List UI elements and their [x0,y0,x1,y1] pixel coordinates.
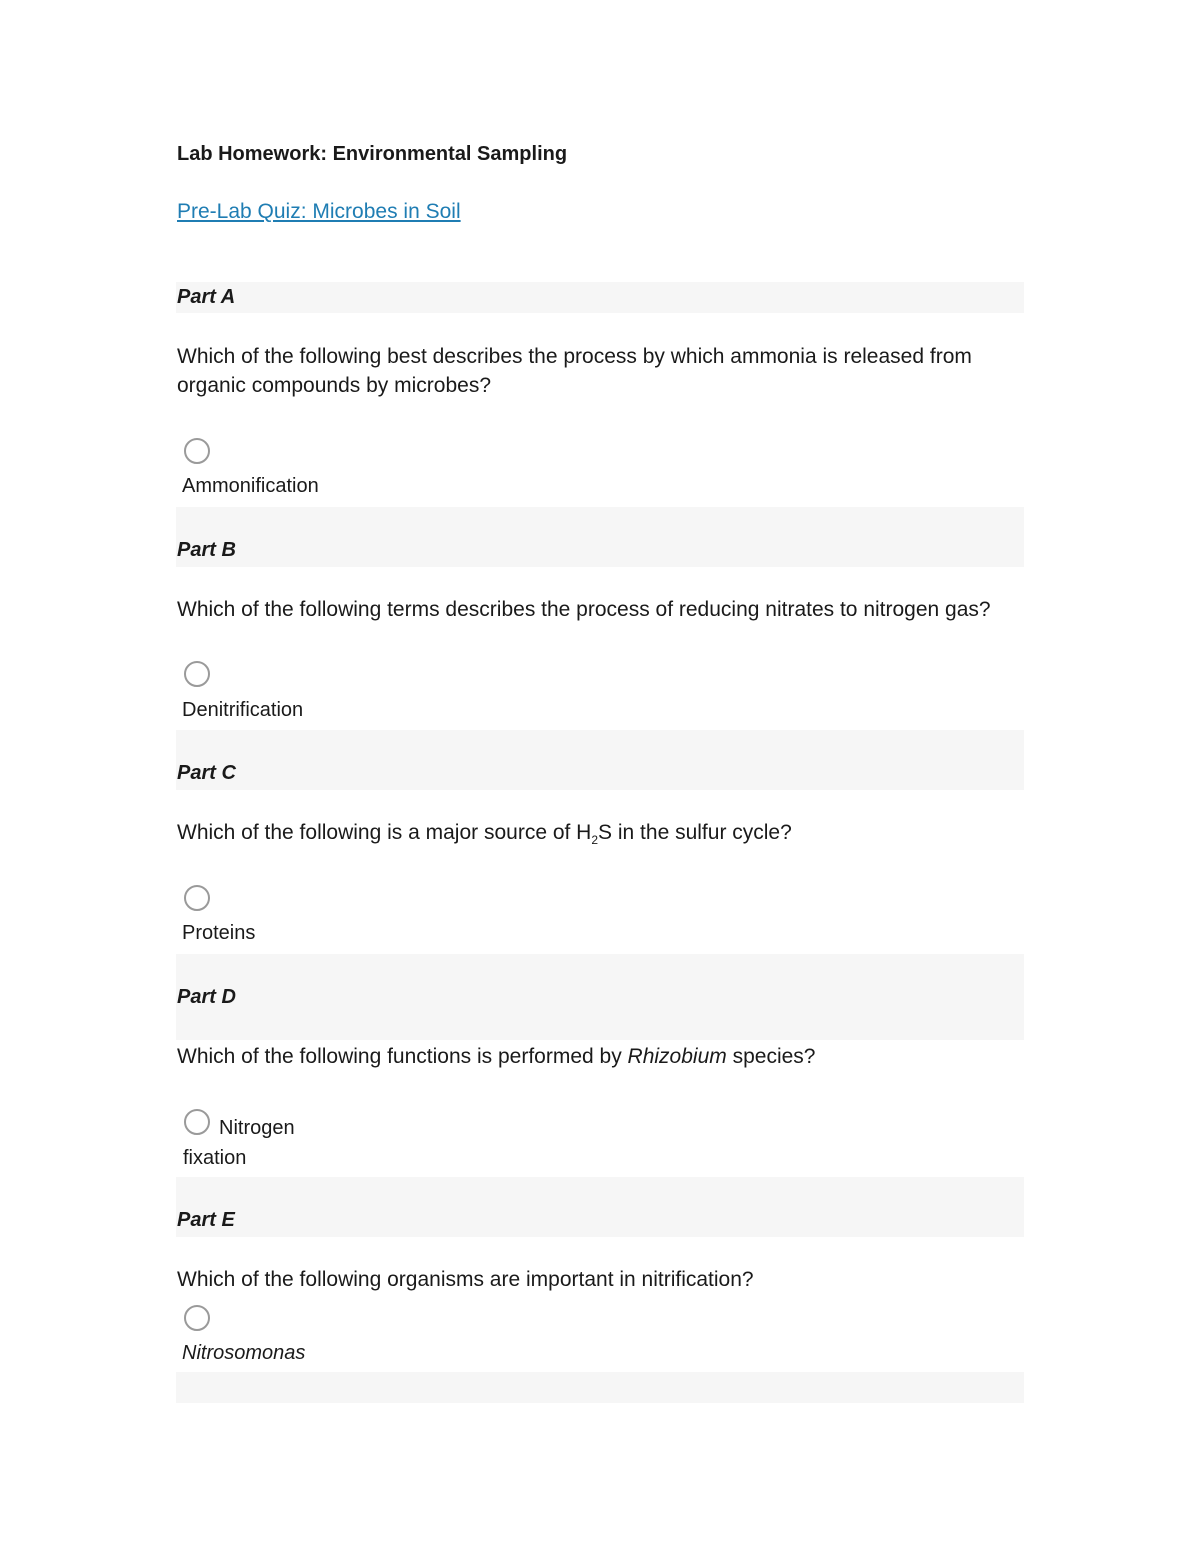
part-e-answer[interactable]: Nitrosomonas [182,1342,306,1364]
part-b-header-band [176,507,1024,567]
part-c-question-text-end: S in the sulfur cycle? [598,821,792,844]
part-b-radio[interactable] [184,661,210,687]
part-b-label: Part B [177,539,236,561]
part-d-label: Part D [177,986,236,1008]
part-a-answer[interactable]: Ammonification [182,475,319,497]
part-c-header-band [176,730,1024,790]
part-d-question [177,1042,1027,1071]
part-d-question-text-end: species? [726,1045,816,1068]
footer-band [176,1372,1024,1403]
part-a-header-band [176,282,1024,313]
part-c-radio[interactable] [184,885,210,911]
part-b-question: Which of the following terms describes the process of reducing nitrates to nitrogen gas? [177,598,991,621]
part-d-answer-line-1[interactable]: Nitrogen [219,1117,295,1139]
part-d-answer-line-2[interactable]: fixation [183,1147,247,1169]
part-c-answer[interactable]: Proteins [182,922,256,944]
part-c-question-subscript: 2 [591,833,599,848]
part-a-label: Part A [177,286,236,308]
part-b-answer[interactable]: Denitrification [182,699,304,721]
quiz-link[interactable]: Pre-Lab Quiz: Microbes in Soil [177,200,461,223]
part-e-radio[interactable] [184,1305,210,1331]
part-a-radio[interactable] [184,438,210,464]
part-c-question [177,818,1027,855]
part-a-question: Which of the following best describes the process by which ammonia is released from organic compounds by microbes? [177,345,972,397]
part-e-label: Part E [177,1209,235,1231]
part-d-question-text-start: Which of the following functions is performed by [177,1045,628,1068]
part-e-header-band [176,1177,1024,1237]
part-c-label: Part C [177,762,236,784]
part-d-radio[interactable] [184,1109,210,1135]
part-c-question-text-start: Which of the following is a major source of H [177,821,592,844]
part-d-question-genus: Rhizobium [627,1045,727,1068]
document-title: Lab Homework: Environmental Sampling [177,143,568,165]
part-d-header-band [176,954,1024,1040]
part-e-question: Which of the following organisms are important in nitrification? [177,1268,754,1291]
